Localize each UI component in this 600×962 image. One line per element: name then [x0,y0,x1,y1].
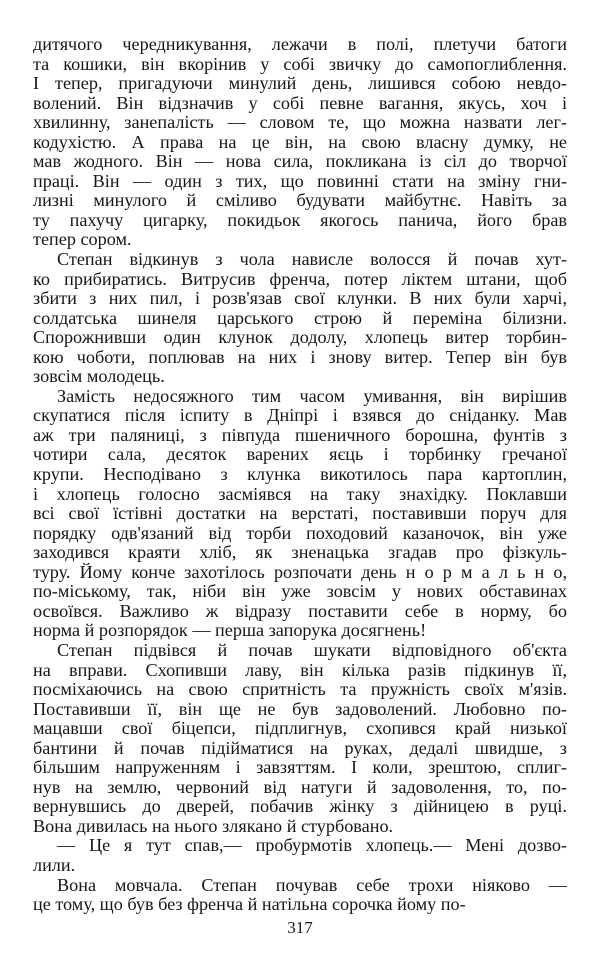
text-line: кодухістю. А права на це він, на свою власну думку, не [33,132,567,152]
text-line: І тепер, пригадуючи минулий день, лишився собою невдо- [33,74,567,94]
text-line: ко прибиратись. Витрусив френча, потер ліктем штани, щоб [33,269,567,289]
text-line: посміхаючись на свою спритність та пружність своїх м'язів. [33,680,567,700]
text-line: туру. Йому конче захотілось розпочати день н о р м а л ь н о, [33,562,567,582]
text-line: норма й розпорядок — перша запорука досягнень! [33,621,427,641]
text-line: аж три паляниці, з півпуда пшеничного борошна, фунтів з [33,425,567,445]
text-line: Степан відкинув з чола нависле волосся й почав хут- [57,250,567,270]
text-line: Вона дивилась на нього злякано й стурбовано. [33,816,394,836]
text-line: на вправи. Схопивши лаву, він кілька разів підкинув її, [33,660,567,680]
text-line: Замість недосяжного тим часом умивання, він вирішив [57,386,567,406]
text-line: освоївся. Важливо ж відразу поставити себе в норму, бо [33,601,567,621]
page-number: 317 [287,918,313,937]
paragraph [33,387,567,641]
text-line: дитячого чередникування, лежачи в полі, плетучи батоги [33,35,567,54]
text-line: збити з них пил, і розв'язав свої клунки. В них були харчі, [33,289,567,309]
text-line: тепер сором. [33,230,132,250]
text-line: бантини й почав підійматися на руках, дедалі швидше, з [33,738,567,758]
text-line: Поставивши її, він ще не був задоволений. Любовно по- [33,699,567,719]
text-line: мав жодного. Він — нова сила, покликана із сіл до творчої [33,152,567,172]
text-line: та кошики, він вкорінив у собі звичку до самопоглиблення. [33,54,567,74]
text-line: Спорожнивши один клунок додолу, хлопець витер торбин- [33,328,567,348]
text-line: волений. Він відзначив у собі певне вагання, якусь, хоч і [33,93,567,113]
text-line: по-міському, так, ніби він уже зовсім у нових обставинах [33,582,567,602]
text-line: це тому, що був без френча й натільна сорочка йому по- [33,895,466,915]
text-line: мацавши свої біцепси, підплигнув, схопився край низької [33,719,567,739]
text-line: ту пахучу цигарку, покидьок якогось панича, його брав [33,210,567,230]
paragraph [33,836,567,875]
text-line: всі свої їстівні достатки на верстаті, поставивши поруч для [33,504,567,524]
text-line: лили. [33,855,76,875]
text-line: більшим напруженням і завзяттям. І коли, зрештою, сплиг- [33,758,567,778]
text-line: Степан підвівся й почав шукати відповідного об'єкта [57,640,567,660]
text-line: кою чоботи, поплював на них і знову витер. Тепер він був [33,347,567,367]
text-line: нув на землю, червоний від натуги й задоволення, то, по- [33,777,567,797]
text-line: зовсім молодець. [33,367,165,387]
text-line: вернувшись до дверей, побачив жінку з дійницею в руці. [33,797,567,817]
text-line: лизні минулого й сміливо будувати майбутнє. Навіть за [33,191,567,211]
text-line: праці. Він — один з тих, що повинні стати на зміну гни- [33,171,567,191]
text-line: хвилинну, занепалість — словом те, що можна назвати лег- [33,113,567,133]
text-line: порядку одв'язаний від торби походовий казаночок, він уже [33,523,567,543]
paragraph [33,250,567,387]
text-line: солдатська шинеля царського строю й переміна білизни. [33,308,567,328]
text-line: Вона мовчала. Степан почував себе трохи ніяково — [57,875,567,895]
text-line: скупатися після іспиту в Дніпрі і взявся до сніданку. Мав [33,406,567,426]
paragraph [33,35,567,250]
book-page-text [33,35,567,915]
paragraph [33,876,567,915]
text-line: чотири сала, десяток варених яєць і торбинку гречаної [33,445,567,465]
text-line: заходився краяти хліб, як зненацька згадав про фізкуль- [33,543,567,563]
text-line: і хлопець голосно засміявся на таку знахідку. Поклавши [33,484,567,504]
paragraph [33,641,567,836]
text-line: крупи. Несподівано з клунка викотилось пара картоплин, [33,465,567,485]
text-line: — Це я тут спав,— пробурмотів хлопець.— Мені дозво- [57,836,567,856]
